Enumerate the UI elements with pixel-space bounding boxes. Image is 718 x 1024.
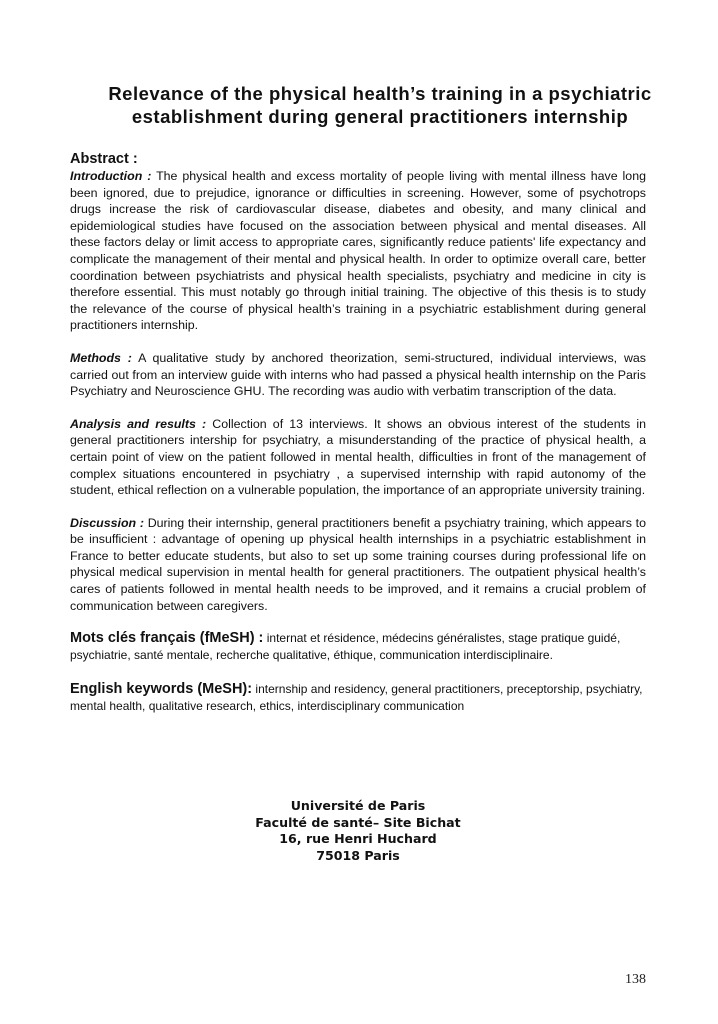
french-keywords [70, 630, 646, 663]
english-keywords-label: English keywords (MeSH): [70, 681, 253, 698]
address-line-2: Faculté de santé– Site Bichat [255, 814, 461, 830]
french-keywords-label: Mots clés français (fMeSH) : [70, 630, 264, 647]
abstract-heading: Abstract : [70, 151, 138, 167]
discussion-label: Discussion : [70, 515, 144, 530]
introduction-paragraph [70, 168, 646, 334]
analysis-paragraph [70, 416, 646, 499]
analysis-label: Analysis and results : [70, 416, 207, 431]
address-line-3: 16, rue Henri Huchard [279, 831, 437, 846]
address-line-1: Université de Paris [290, 798, 426, 813]
discussion-paragraph [70, 515, 646, 615]
address-line-4: 75018 Paris [316, 847, 400, 863]
english-keywords-text: internship and residency, general practitioners, preceptorship, psychiatry, mental health, qualitative research, ethics, interdisciplinary communication [70, 682, 643, 714]
analysis-text: Collection of 13 interviews. It shows an obvious interest of the students in general practitioners intership for psychiatry, a misunderstanding of the practice of physical health, a certain point of view on the patient followed in mental health, difficulties in front of the management of complex situations encountered in psychiatry , a supervised internship with rapid autonomy of the student, ethical reflection on a vulnerable population, the importance of an appropriate university training. [70, 416, 646, 498]
page-title [70, 82, 690, 128]
methods-text: A qualitative study by anchored theorization, semi-structured, individual interviews, was carried out from an interview guide with interns who had passed a physical health internship on the Paris Psychiatry and Neuroscience GHU. The recording was audio with verbatim transcription of the data. [70, 350, 646, 399]
abstract-section [70, 150, 646, 733]
title-line-2: establishment during general practitioners internship [131, 106, 629, 127]
french-keywords-text: internat et résidence, médecins généralistes, stage pratique guidé, psychiatrie, santé mentale, recherche qualitative, éthique, communication interdisciplinaire. [70, 631, 621, 662]
page-number: 138 [625, 972, 646, 987]
title-line-1: Relevance of the physical health’s training in a psychiatric [108, 83, 652, 104]
methods-label: Methods : [70, 350, 132, 365]
english-keywords [70, 681, 646, 714]
discussion-text: During their internship, general practitioners benefit a psychiatry training, which appears to be insufficient : advantage of opening up physical health internships in a psychiatric establishment in France to better educate students, but also to set up some training courses during professional life on physical medical supervision in mental health for general practitioners. The outpatient physical health’s cares of patients followed in mental health needs to be improved, and it remains a crucial problem of communication between caregivers. [70, 515, 646, 613]
introduction-text: The physical health and excess mortality of people living with mental illness have long been ignored, due to prejudice, ignorance or difficulties in screening. However, some of psychotrops drugs increase the risk of cardiovascular disease, diabetes and obesity, and many clinical and epidemiological studies have focused on the association between physical and mental diseases. All these factors delay or limit access to appropriate cares, significantly reduce patients' life expectancy and complicate the management of their mental and physical health. In order to optimize overall care, better coordination between psychiatrists and physical health specialists, psychiatry and medicine in city is therefore essential. This must notably go through initial training. The objective of this thesis is to study the relevance of the course of physical health’s training in a psychiatric establishment during general practitioners internship. [70, 169, 646, 333]
introduction-label: Introduction : [70, 169, 152, 183]
methods-paragraph [70, 350, 646, 400]
university-address [70, 798, 646, 864]
